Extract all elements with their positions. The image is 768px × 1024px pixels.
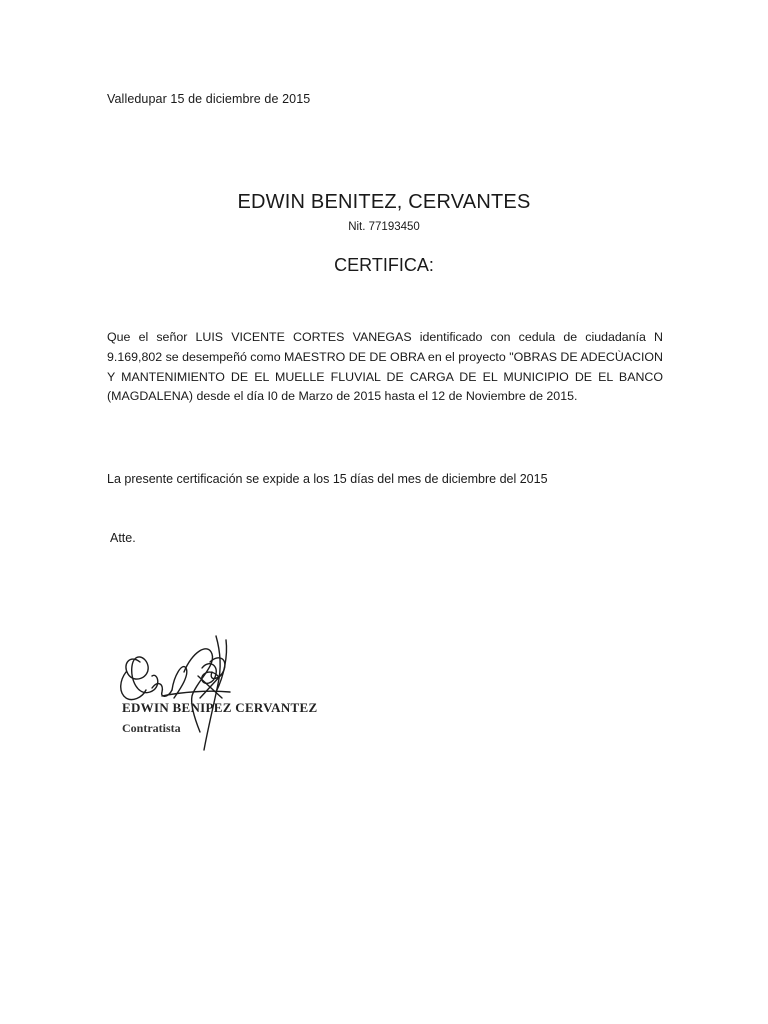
handwritten-signature-icon: [112, 632, 332, 757]
expedition-line: La presente certificación se expide a los 15 días del mes de diciembre del 2015: [107, 472, 548, 486]
signature-block: [112, 632, 332, 757]
issuer-nit: Nit. 77193450: [348, 221, 420, 233]
closing-atte: Atte.: [110, 531, 136, 545]
signature-stamp-name: EDWIN BENIPEZ CERVANTEZ: [122, 700, 318, 715]
signature-stamp-role: Contratista: [122, 721, 181, 735]
certifica-heading: CERTIFICA:: [334, 255, 434, 275]
certification-body: Que el señor LUIS VICENTE CORTES VANEGAS identificado con cedula de ciudadanía N 9.169,802 se desempeñó como MAESTRO DE DE OBRA en el proyecto "OBRAS DE ADECÙACION Y MANTENIMIENTO DE EL MUELLE FLUVIAL DE CARGA DE EL MUNICIPIO DE EL BANCO (MAGDALENA) desde el día I0 de Marzo de 2015 hasta el 12 de Noviembre de 2015.: [107, 330, 664, 404]
issuer-name: EDWIN BENITEZ, CERVANTES: [237, 191, 531, 213]
date-line: Valledupar 15 de diciembre de 2015: [107, 92, 311, 106]
